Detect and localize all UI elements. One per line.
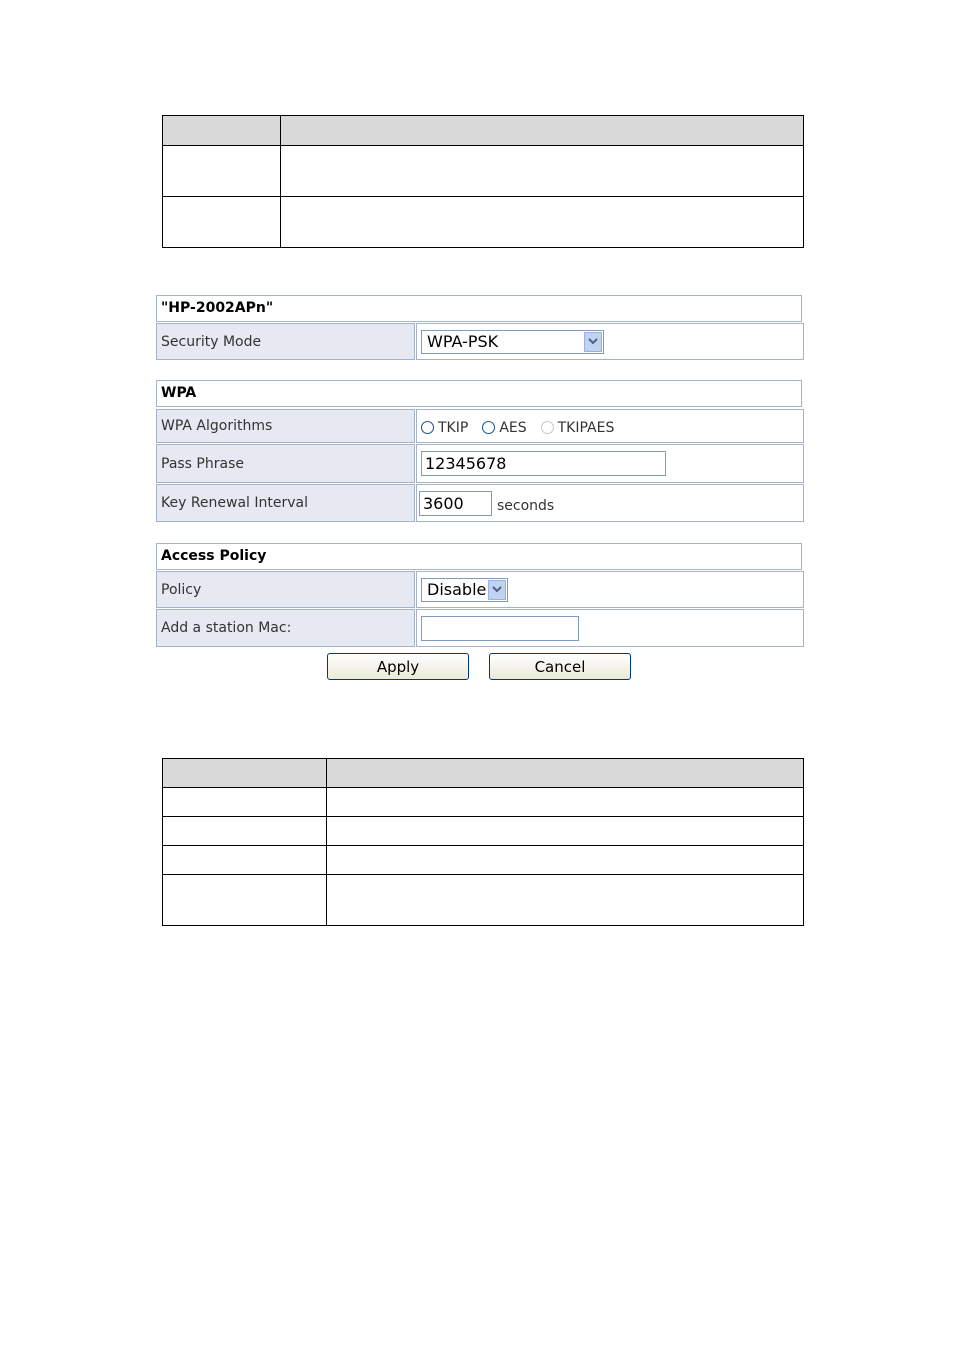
policy-row	[156, 571, 804, 608]
table-cell	[163, 116, 281, 146]
access-policy-header	[156, 543, 802, 570]
add-station-row	[156, 609, 804, 647]
add-station-input[interactable]	[421, 616, 579, 641]
table-cell	[327, 875, 804, 926]
pass-phrase-row	[156, 444, 804, 483]
table-cell	[327, 788, 804, 817]
security-mode-select[interactable]	[421, 330, 604, 354]
table-cell	[163, 846, 327, 875]
security-mode-label: Security Mode	[156, 323, 415, 360]
table-cell	[163, 759, 327, 788]
wpa-algorithms-label: WPA Algorithms	[156, 409, 415, 443]
table-cell	[163, 875, 327, 926]
table-cell	[327, 846, 804, 875]
ssid-header-text: "HP-2002APn"	[161, 300, 274, 316]
bottom-doc-table	[162, 758, 804, 926]
table-cell	[281, 197, 804, 248]
wpa-algorithms-cell	[416, 409, 804, 443]
radio-circle-icon[interactable]	[482, 421, 495, 434]
table-cell	[327, 759, 804, 788]
add-station-label: Add a station Mac:	[156, 609, 415, 647]
table-cell	[163, 788, 327, 817]
radio-tkip-label: TKIP	[438, 419, 469, 436]
security-mode-cell	[416, 323, 804, 360]
key-renewal-cell	[416, 484, 804, 522]
security-mode-row	[156, 323, 804, 360]
radio-tkip[interactable]	[421, 420, 468, 436]
key-renewal-label: Key Renewal Interval	[156, 484, 415, 522]
table-cell	[163, 197, 281, 248]
pass-phrase-input[interactable]	[421, 451, 666, 476]
add-station-cell	[416, 609, 804, 647]
wpa-header-text: WPA	[161, 385, 197, 401]
security-mode-value: WPA-PSK	[427, 332, 499, 351]
cancel-button[interactable]: Cancel	[489, 653, 631, 680]
key-renewal-row	[156, 484, 804, 522]
key-renewal-value: 3600	[423, 493, 464, 513]
policy-label: Policy	[156, 571, 415, 608]
table-cell	[281, 116, 804, 146]
table-cell	[163, 146, 281, 197]
apply-button[interactable]: Apply	[327, 653, 469, 680]
policy-value: Disable	[427, 580, 487, 599]
radio-tkipaes[interactable]	[541, 420, 615, 436]
pass-phrase-label: Pass Phrase	[156, 444, 415, 483]
ssid-header	[156, 295, 802, 322]
top-doc-table	[162, 115, 804, 248]
chevron-down-icon[interactable]	[488, 580, 506, 600]
radio-circle-icon[interactable]	[421, 421, 434, 434]
access-policy-header-text: Access Policy	[161, 548, 267, 564]
wpa-algorithms-row	[156, 409, 804, 443]
key-renewal-input[interactable]	[419, 491, 492, 516]
policy-cell	[416, 571, 804, 608]
radio-tkipaes-label: TKIPAES	[557, 419, 615, 436]
table-cell	[327, 817, 804, 846]
radio-circle-icon[interactable]	[541, 421, 554, 434]
radio-aes[interactable]	[482, 420, 526, 436]
table-cell	[281, 146, 804, 197]
radio-aes-label: AES	[499, 419, 527, 436]
pass-phrase-value: 12345678	[425, 454, 507, 473]
policy-select[interactable]	[421, 578, 508, 602]
chevron-down-icon[interactable]	[584, 332, 602, 352]
table-cell	[163, 817, 327, 846]
pass-phrase-cell	[416, 444, 804, 483]
key-renewal-unit: seconds	[497, 498, 555, 514]
wpa-header	[156, 380, 802, 407]
